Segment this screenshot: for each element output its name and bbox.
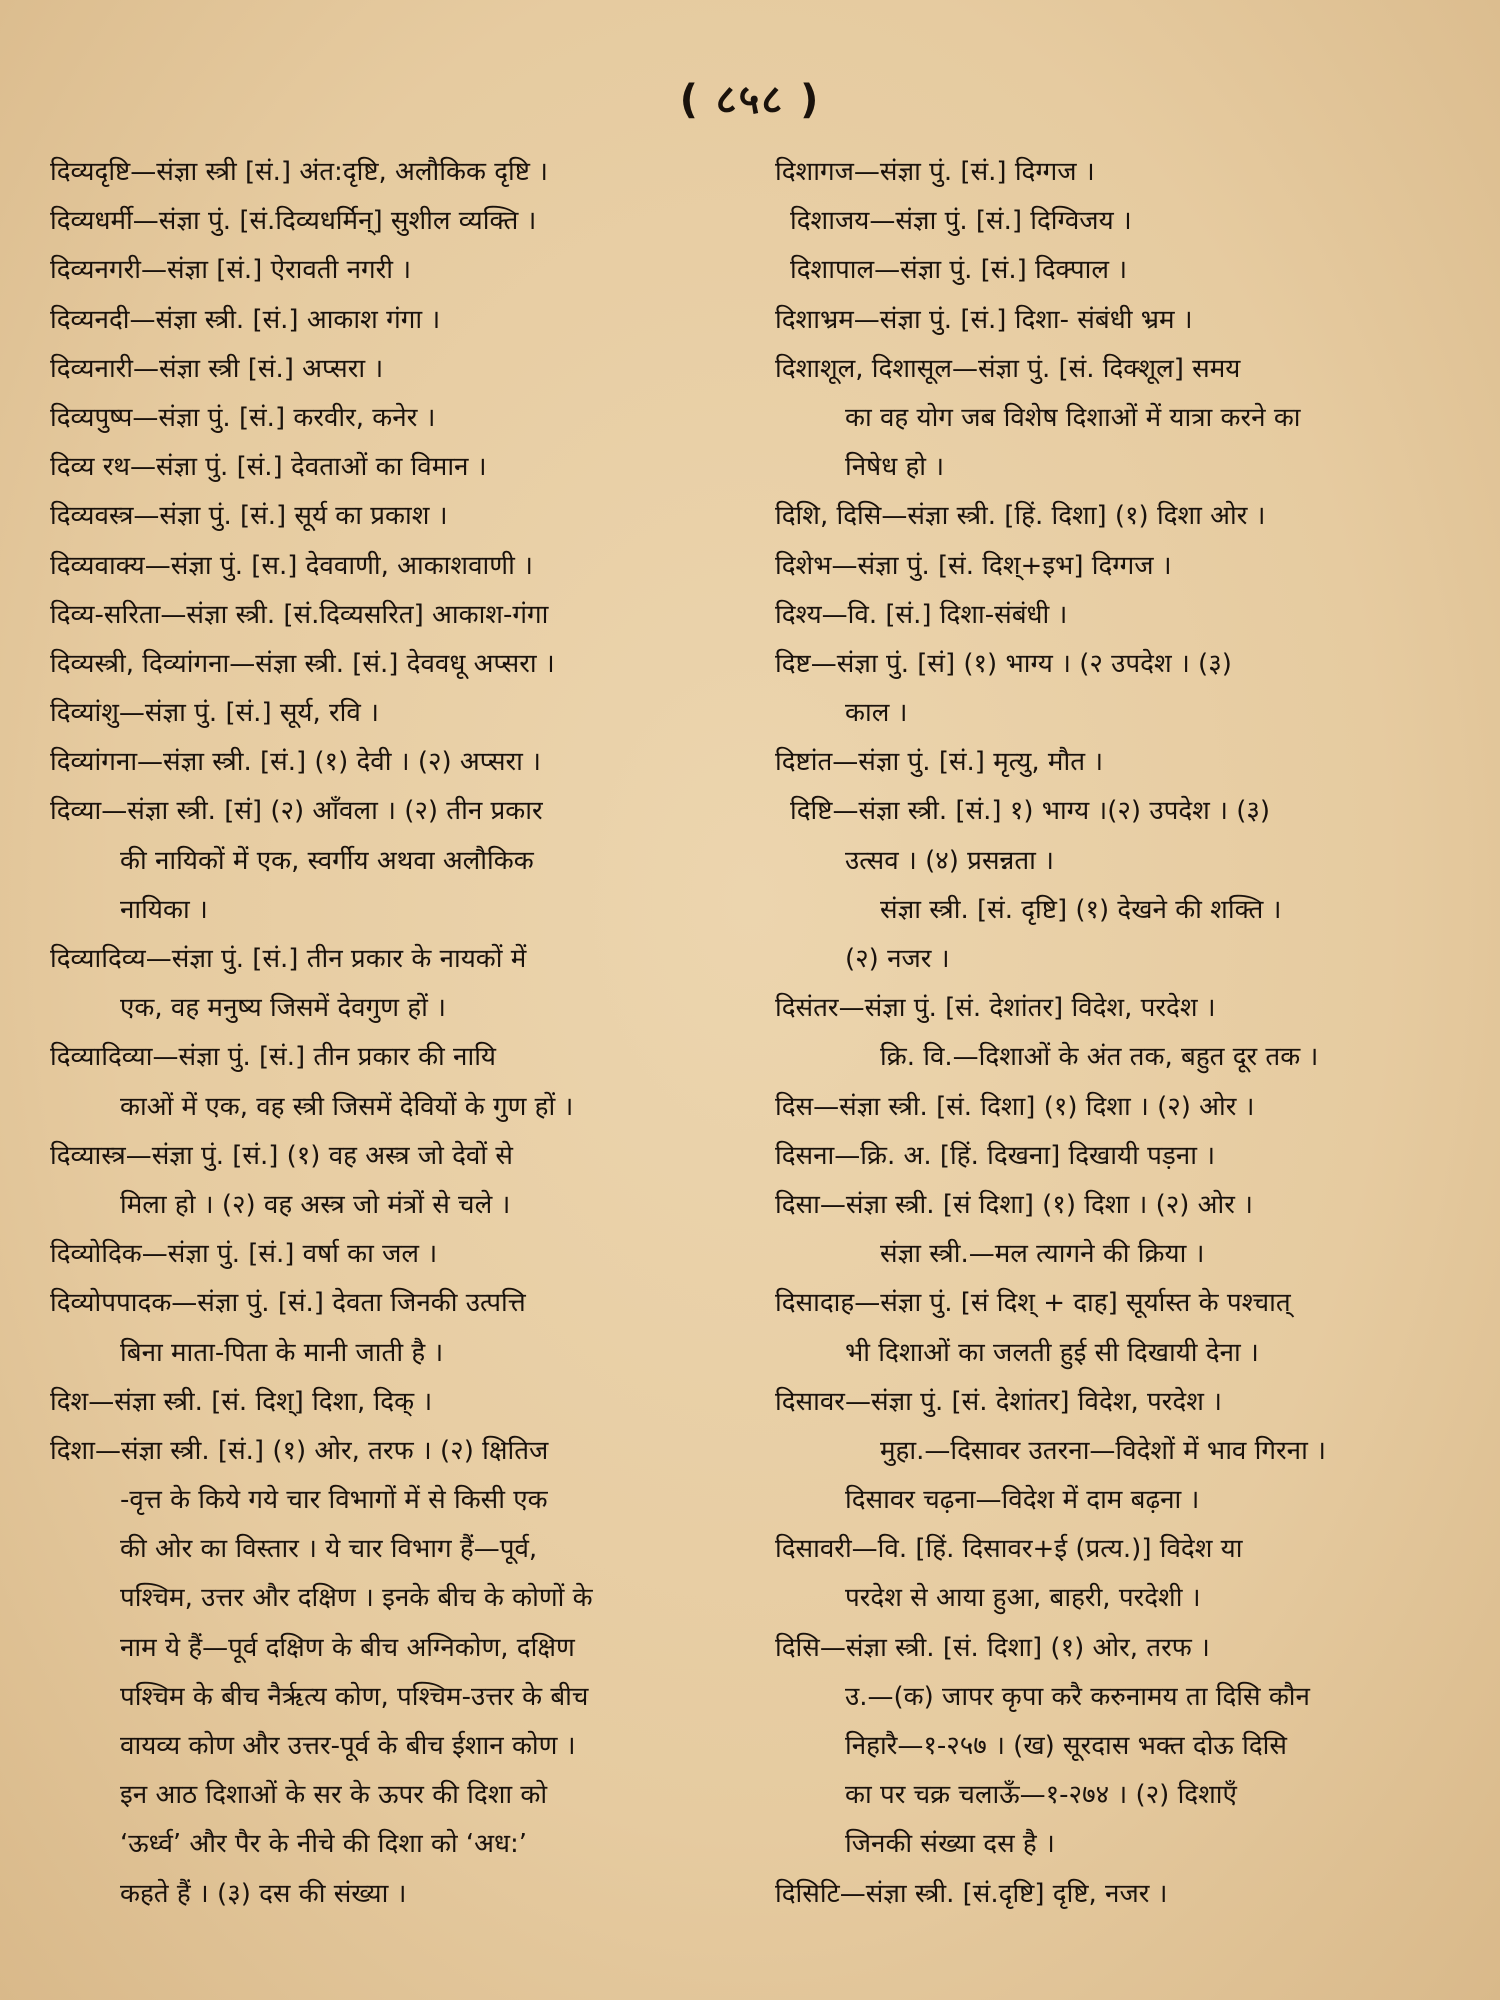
dictionary-line: दिष्टांत—संज्ञा पुं. [सं.] मृत्यु, मौत ।	[775, 747, 1104, 778]
right-column	[775, 148, 1465, 1919]
dictionary-line: कहते हैं । (३) दस की संख्या ।	[120, 1878, 407, 1909]
dictionary-line: दिव्यांगना—संज्ञा स्त्री. [सं.] (१) देवी । (२) अप्सरा ।	[50, 747, 542, 778]
dictionary-line: का पर चक्र चलाऊँ—१-२७४ । (२) दिशाएँ	[845, 1780, 1237, 1811]
dictionary-line: दिश्य—वि. [सं.] दिशा-संबंधी ।	[775, 599, 1068, 630]
dictionary-line: दिव्योदिक—संज्ञा पुं. [सं.] वर्षा का जल ।	[50, 1239, 438, 1270]
dictionary-line: काल ।	[845, 698, 908, 729]
dictionary-line: बिना माता-पिता के मानी जाती है ।	[120, 1337, 444, 1368]
dictionary-line: निषेध हो ।	[845, 452, 945, 483]
dictionary-line: दिसावरी—वि. [हिं. दिसावर+ई (प्रत्य.)] विदेश या	[775, 1534, 1243, 1565]
dictionary-line: दिशाजय—संज्ञा पुं. [सं.] दिग्विजय ।	[790, 206, 1132, 237]
dictionary-line: नाम ये हैं—पूर्व दक्षिण के बीच अग्निकोण, दक्षिण	[120, 1632, 575, 1663]
dictionary-line: दिसावर—संज्ञा पुं. [सं. देशांतर] विदेश, परदेश ।	[775, 1386, 1223, 1417]
dictionary-line: दिसंतर—संज्ञा पुं. [सं. देशांतर] विदेश, परदेश ।	[775, 993, 1216, 1024]
dictionary-line: मिला हो । (२) वह अस्त्र जो मंत्रों से चले ।	[120, 1189, 511, 1220]
dictionary-line: दिसना—क्रि. अ. [हिं. दिखना] दिखायी पड़ना ।	[775, 1140, 1216, 1171]
dictionary-line: दिव्यवस्त्र—संज्ञा पुं. [सं.] सूर्य का प्रकाश ।	[50, 501, 448, 532]
dictionary-line: दिशापाल—संज्ञा पुं. [सं.] दिक्पाल ।	[790, 255, 1128, 286]
dictionary-line: दिसादाह—संज्ञा पुं. [सं दिश् + दाह] सूर्यास्त के पश्चात्	[775, 1288, 1291, 1319]
dictionary-line: दिसावर चढ़ना—विदेश में दाम बढ़ना ।	[845, 1485, 1200, 1516]
dictionary-line: दिव्यनारी—संज्ञा स्त्री [सं.] अप्सरा ।	[50, 353, 384, 384]
dictionary-line: परदेश से आया हुआ, बाहरी, परदेशी ।	[845, 1583, 1201, 1614]
dictionary-line: काओं में एक, वह स्त्री जिसमें देवियों के गुण हों ।	[120, 1091, 574, 1122]
dictionary-line: दिशि, दिसि—संज्ञा स्त्री. [हिं. दिशा] (१) दिशा ओर ।	[775, 501, 1266, 532]
dictionary-line: भी दिशाओं का जलती हुई सी दिखायी देना ।	[845, 1337, 1259, 1368]
dictionary-line: पश्चिम, उत्तर और दक्षिण । इनके बीच के कोणों के	[120, 1583, 593, 1614]
dictionary-line: दिव्यवाक्य—संज्ञा पुं. [स.] देववाणी, आकाशवाणी ।	[50, 550, 533, 581]
dictionary-line: दिशाभ्रम—संज्ञा पुं. [सं.] दिशा- संबंधी भ्रम ।	[775, 304, 1193, 335]
dictionary-line: नायिका ।	[120, 894, 208, 925]
dictionary-line: दिसिटि—संज्ञा स्त्री. [सं.दृष्टि] दृष्टि, नजर ।	[775, 1878, 1168, 1909]
dictionary-line: उत्सव । (४) प्रसन्नता ।	[845, 845, 1055, 876]
dictionary-line: दिस—संज्ञा स्त्री. [सं. दिशा] (१) दिशा । (२) ओर ।	[775, 1091, 1255, 1122]
dictionary-line: दिसा—संज्ञा स्त्री. [सं दिशा] (१) दिशा । (२) ओर ।	[775, 1189, 1253, 1220]
dictionary-line: दिश—संज्ञा स्त्री. [सं. दिश्] दिशा, दिक् ।	[50, 1386, 433, 1417]
dictionary-line: की ओर का विस्तार । ये चार विभाग हैं—पूर्व,	[120, 1534, 538, 1565]
dictionary-line: दिष्टि—संज्ञा स्त्री. [सं.] १) भाग्य ।(२) उपदेश । (३)	[790, 796, 1271, 827]
dictionary-line: दिव्य रथ—संज्ञा पुं. [सं.] देवताओं का विमान ।	[50, 452, 487, 483]
dictionary-line: इन आठ दिशाओं के सर के ऊपर की दिशा को	[120, 1780, 548, 1811]
dictionary-line: क्रि. वि.—दिशाओं के अंत तक, बहुत दूर तक ।	[880, 1042, 1319, 1073]
dictionary-line: दिव्योपपादक—संज्ञा पुं. [सं.] देवता जिनकी उत्पत्ति	[50, 1288, 526, 1319]
dictionary-line: दिशाशूल, दिशासूल—संज्ञा पुं. [सं. दिक्शूल] समय	[775, 353, 1241, 384]
dictionary-line: (२) नजर ।	[845, 944, 950, 974]
dictionary-line: दिव्यादिव्य—संज्ञा पुं. [सं.] तीन प्रकार के नायकों में	[50, 944, 527, 974]
dictionary-line: जिनकी संख्या दस है ।	[845, 1829, 1055, 1860]
dictionary-line: की नायिकों में एक, स्वर्गीय अथवा अलौकिक	[120, 845, 534, 876]
dictionary-line: दिव्यस्त्री, दिव्यांगना—संज्ञा स्त्री. [सं.] देववधू अप्सरा ।	[50, 648, 555, 679]
dictionary-line: दिव्य-सरिता—संज्ञा स्त्री. [सं.दिव्यसरित] आकाश-गंगा	[50, 599, 549, 630]
page-number: ( ८५८ )	[679, 77, 821, 123]
dictionary-line: दिव्या—संज्ञा स्त्री. [सं] (२) आँवला । (२) तीन प्रकार	[50, 796, 543, 827]
left-column	[50, 148, 740, 1919]
dictionary-line: दिव्यदृष्टि—संज्ञा स्त्री [सं.] अंत:दृष्टि, अलौकिक दृष्टि ।	[50, 157, 549, 187]
dictionary-line: उ.—(क) जापर कृपा करै करुनामय ता दिसि कौन	[845, 1681, 1310, 1712]
dictionary-line: दिव्यनगरी—संज्ञा [सं.] ऐरावती नगरी ।	[50, 255, 412, 286]
dictionary-line: दिष्ट—संज्ञा पुं. [सं] (१) भाग्य । (२ उपदेश । (३)	[775, 648, 1232, 679]
dictionary-line: का वह योग जब विशेष दिशाओं में यात्रा करने का	[845, 402, 1301, 433]
dictionary-line: दिशेभ—संज्ञा पुं. [सं. दिश्+इभ] दिग्गज ।	[775, 550, 1172, 581]
dictionary-line: मुहा.—दिसावर उतरना—विदेशों में भाव गिरना ।	[880, 1435, 1326, 1466]
dictionary-line: दिशा—संज्ञा स्त्री. [सं.] (१) ओर, तरफ । (२) क्षितिज	[50, 1435, 549, 1466]
dictionary-line: दिव्यधर्मी—संज्ञा पुं. [सं.दिव्यधर्मिन्] सुशील व्यक्ति ।	[50, 206, 537, 237]
dictionary-line: वायव्य कोण और उत्तर-पूर्व के बीच ईशान कोण ।	[120, 1731, 576, 1761]
dictionary-line: दिशागज—संज्ञा पुं. [सं.] दिग्गज ।	[775, 157, 1095, 187]
dictionary-line: दिव्यांशु—संज्ञा पुं. [सं.] सूर्य, रवि ।	[50, 698, 379, 729]
dictionary-line: संज्ञा स्त्री. [सं. दृष्टि] (१) देखने की शक्ति ।	[880, 894, 1282, 925]
dictionary-line: पश्चिम के बीच नैर्ऋत्य कोण, पश्चिम-उत्तर के बीच	[120, 1681, 589, 1712]
dictionary-line: ‘ऊर्ध्व’ और पैर के नीचे की दिशा को ‘अध:’	[120, 1829, 528, 1860]
dictionary-line: दिव्यनदी—संज्ञा स्त्री. [सं.] आकाश गंगा ।	[50, 304, 441, 335]
dictionary-line: संज्ञा स्त्री.—मल त्यागने की क्रिया ।	[880, 1239, 1205, 1270]
dictionary-line: निहारै—१-२५७ । (ख) सूरदास भक्त दोऊ दिसि	[845, 1731, 1287, 1761]
dictionary-line: दिव्यास्त्र—संज्ञा पुं. [सं.] (१) वह अस्त्र जो देवों से	[50, 1140, 513, 1171]
dictionary-line: -वृत्त के किये गये चार विभागों में से किसी एक	[120, 1485, 548, 1516]
dictionary-line: दिव्यादिव्या—संज्ञा पुं. [सं.] तीन प्रकार की नायि	[50, 1042, 497, 1073]
dictionary-line: दिव्यपुष्प—संज्ञा पुं. [सं.] करवीर, कनेर ।	[50, 402, 436, 433]
dictionary-line: एक, वह मनुष्य जिसमें देवगुण हों ।	[120, 993, 446, 1024]
dictionary-line: दिसि—संज्ञा स्त्री. [सं. दिशा] (१) ओर, तरफ ।	[775, 1632, 1210, 1663]
